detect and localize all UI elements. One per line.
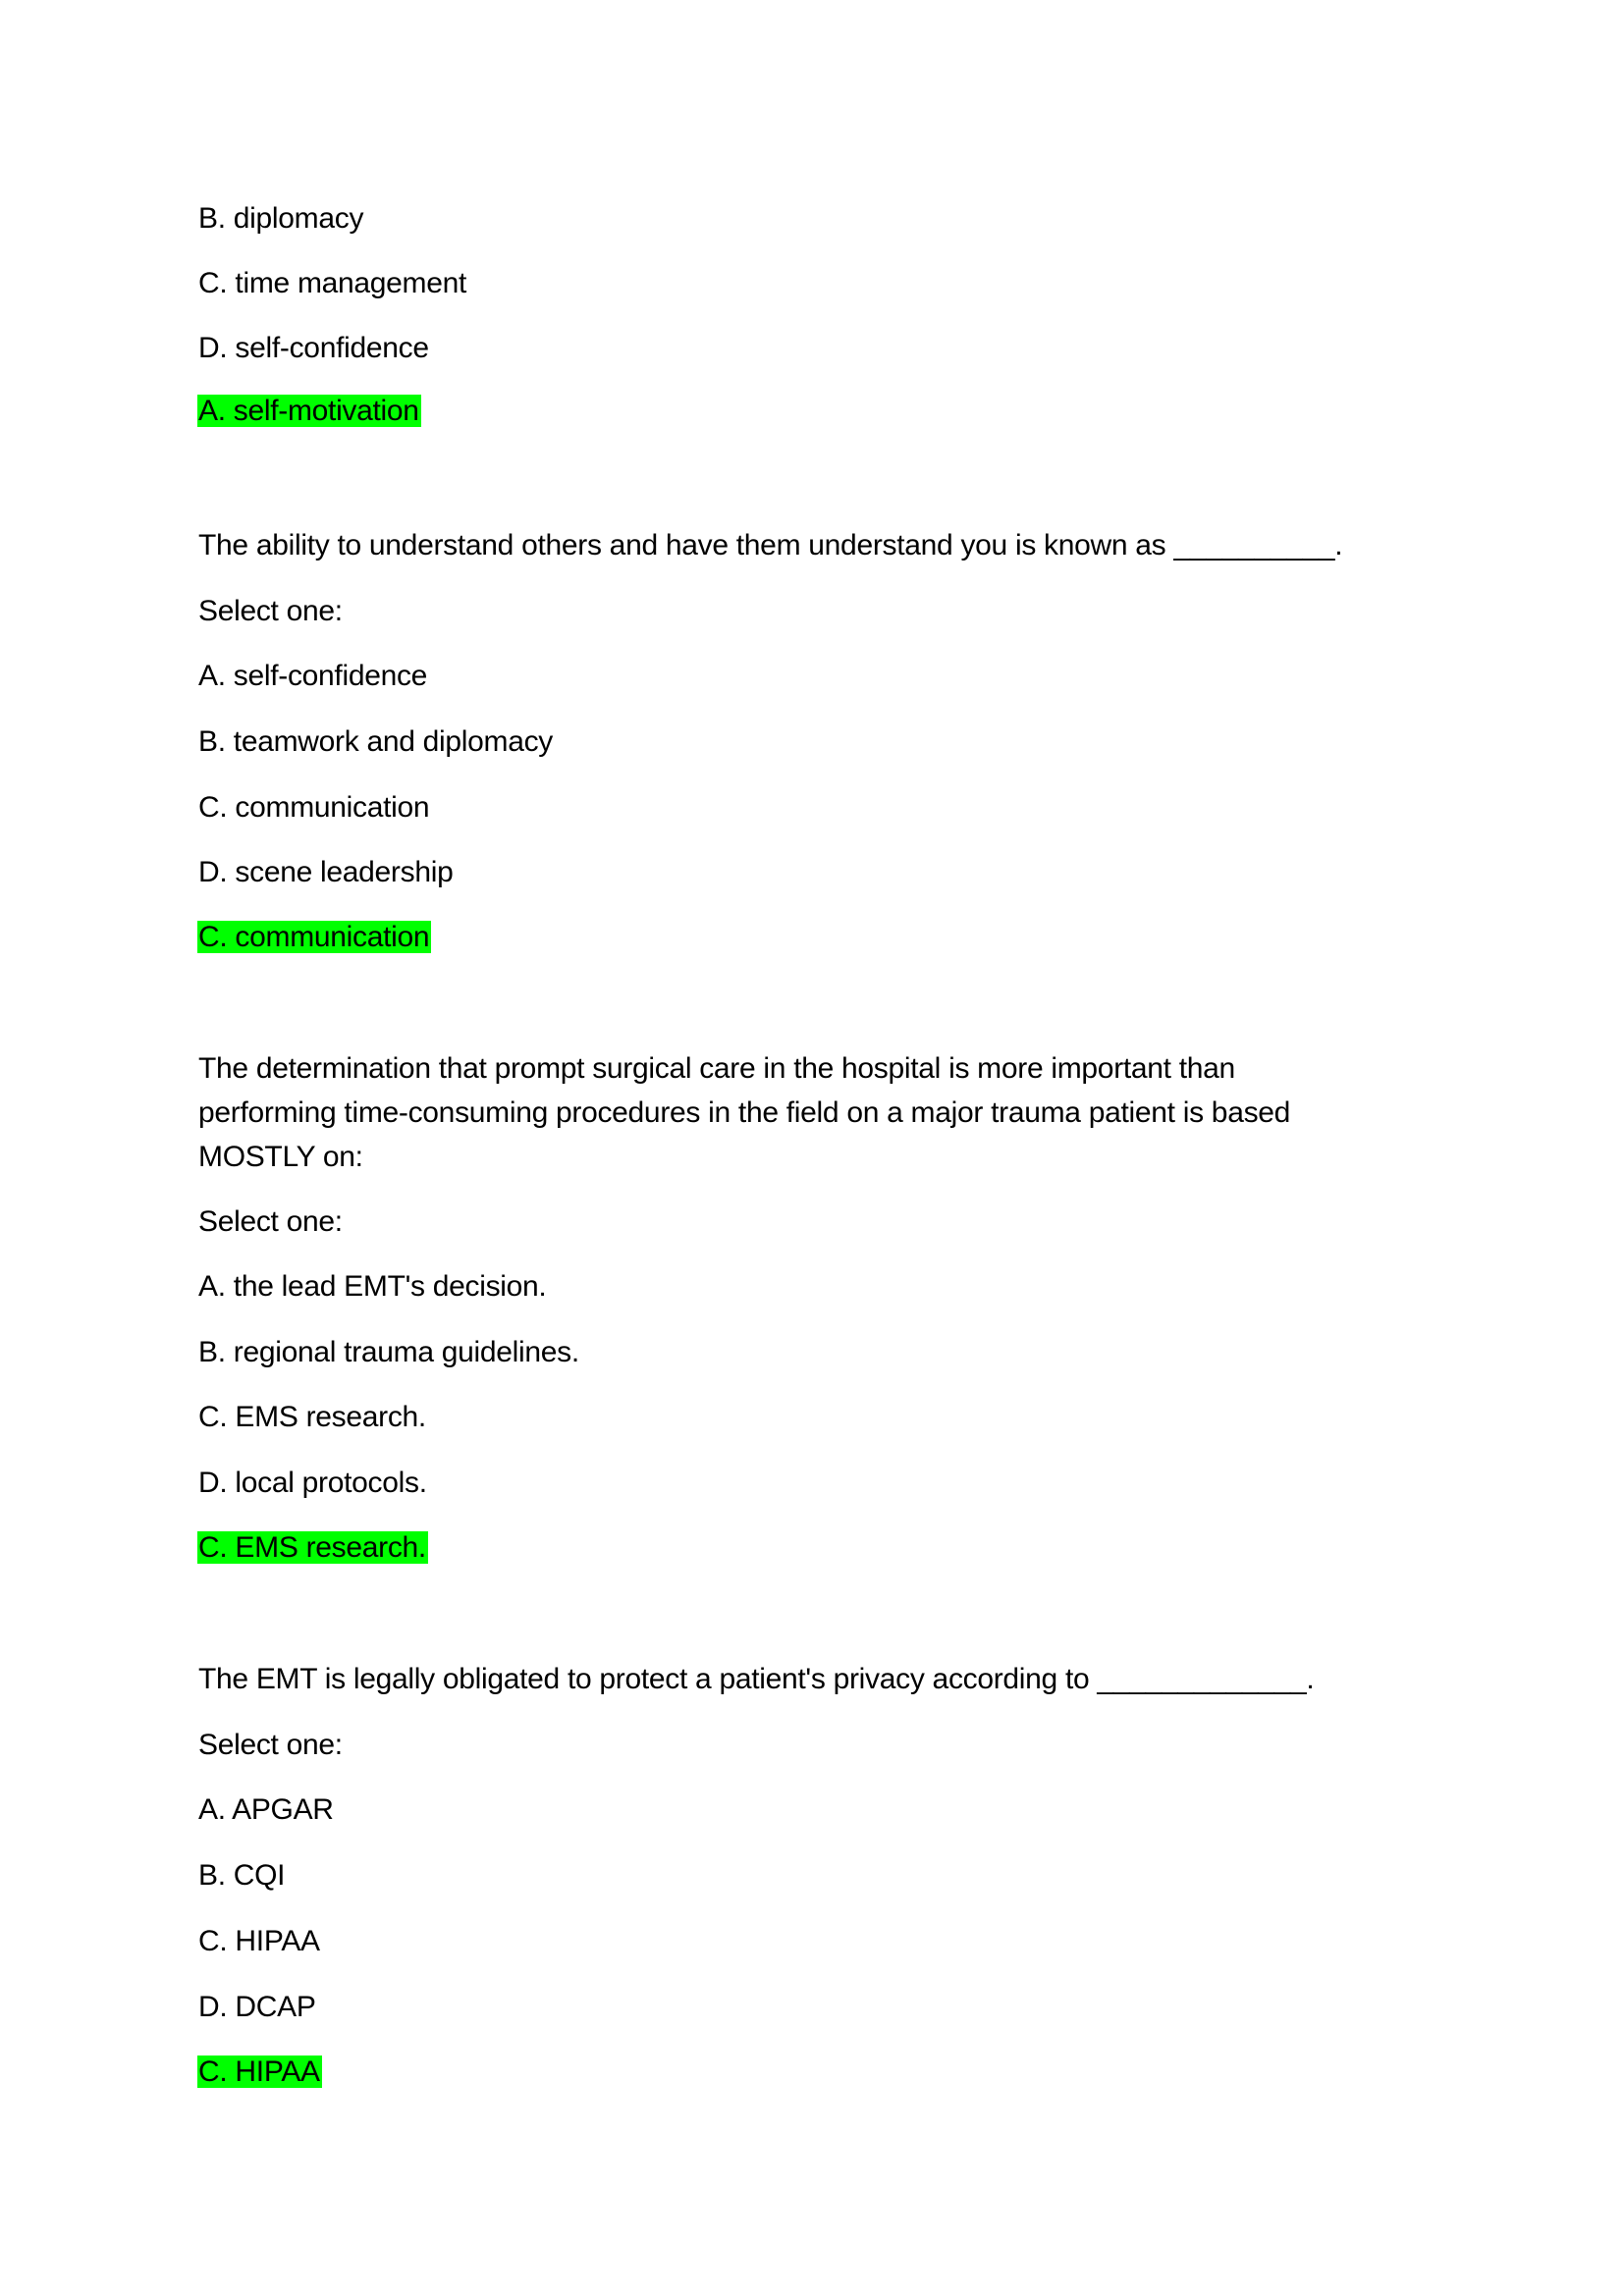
option-c: C. time management xyxy=(198,267,467,299)
answer-highlight xyxy=(198,2053,322,2092)
answer-highlight xyxy=(198,392,421,431)
option-a: A. APGAR xyxy=(198,1793,334,1826)
question-text-line-1: The determination that prompt surgical care in the hospital is more important than xyxy=(198,1052,1235,1085)
correct-answer: C. EMS research. xyxy=(198,1531,426,1564)
correct-answer: A. self-motivation xyxy=(198,395,419,427)
question-text-line-3: MOSTLY on: xyxy=(198,1141,363,1173)
correct-answer: C. HIPAA xyxy=(198,2056,320,2088)
option-c: C. HIPAA xyxy=(198,1925,320,1957)
option-c: C. communication xyxy=(198,791,430,824)
option-c: C. EMS research. xyxy=(198,1401,426,1433)
select-label: Select one: xyxy=(198,1205,343,1238)
option-a: A. self-confidence xyxy=(198,660,428,692)
option-d: D. local protocols. xyxy=(198,1467,427,1499)
option-a: A. the lead EMT's decision. xyxy=(198,1270,547,1303)
option-b: B. regional trauma guidelines. xyxy=(198,1336,579,1368)
correct-answer: C. communication xyxy=(198,921,430,953)
option-d: D. self-confidence xyxy=(198,332,429,364)
question-text-line-2: performing time-consuming procedures in the field on a major trauma patient is based xyxy=(198,1096,1291,1129)
question-text: The ability to understand others and have them understand you is known as __________. xyxy=(198,529,1343,561)
option-d: D. DCAP xyxy=(198,1991,316,2023)
question-text: The EMT is legally obligated to protect a patient's privacy according to _____________. xyxy=(198,1663,1315,1695)
select-label: Select one: xyxy=(198,1729,343,1761)
option-d: D. scene leadership xyxy=(198,856,454,888)
select-label: Select one: xyxy=(198,595,343,627)
option-b: B. CQI xyxy=(198,1859,286,1892)
option-b: B. teamwork and diplomacy xyxy=(198,725,553,758)
answer-highlight xyxy=(198,918,431,957)
answer-highlight xyxy=(198,1528,428,1568)
option-b: B. diplomacy xyxy=(198,202,364,235)
